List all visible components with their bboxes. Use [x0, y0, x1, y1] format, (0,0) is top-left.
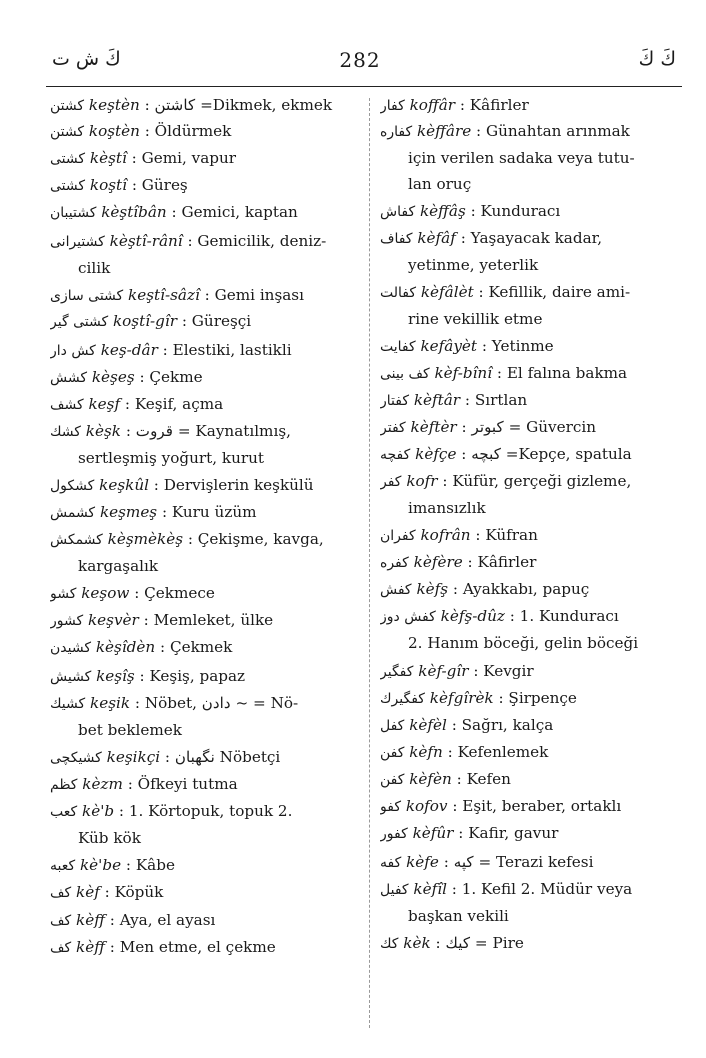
dictionary-entry — [380, 603, 686, 656]
entry-headword: kèşîdèn — [95, 638, 156, 656]
entry-meaning: : Gemici, kaptan — [171, 203, 298, 221]
entry-meaning: : Memleket, ülke — [143, 611, 274, 629]
entry-headword: kèşk — [85, 422, 121, 440]
dictionary-entry — [50, 391, 360, 418]
entry-arabic: كفاره — [380, 124, 413, 140]
entry-headword: kèfçe — [415, 445, 457, 463]
entry-arabic: كشتن — [50, 124, 85, 140]
dictionary-entry — [50, 879, 360, 906]
entry-arabic: كفه — [380, 855, 402, 871]
entry-arabic: كفران — [380, 528, 416, 544]
entry-meaning: : Kunduracı — [470, 202, 561, 220]
entry-arabic: كشتيبان — [50, 205, 97, 221]
entry-arabic: كشك — [50, 424, 81, 440]
dictionary-entry — [380, 766, 686, 793]
entry-meaning: : Kefen — [456, 770, 511, 788]
entry-arabic: كفر — [380, 474, 402, 490]
entry-meaning: : Kevgir — [473, 662, 534, 680]
entry-meaning: : Kefillik, daire ami- — [478, 283, 631, 301]
entry-meaning: : كپه = Terazi kefesi — [443, 853, 594, 871]
entry-meaning-continued: lan oruç — [408, 175, 472, 193]
entry-headword: kè'be — [79, 856, 122, 874]
entry-headword: kèştî-rânî — [109, 232, 183, 250]
dictionary-entry — [50, 337, 360, 364]
entry-arabic: كشتى — [50, 178, 86, 194]
dictionary-entry — [50, 526, 360, 579]
entry-headword: keşkûl — [99, 476, 149, 494]
dictionary-entry — [50, 580, 360, 607]
dictionary-entry — [50, 172, 360, 199]
entry-meaning: : Eşit, beraber, ortaklı — [452, 797, 622, 815]
entry-headword: kèfâlèt — [420, 283, 474, 301]
entry-headword: kefâyèt — [420, 337, 478, 355]
entry-arabic: كفش — [380, 582, 412, 598]
dictionary-entry — [380, 92, 686, 119]
page-header — [40, 48, 680, 78]
entry-arabic: كفاف — [380, 231, 413, 247]
entry-arabic: كفتر — [380, 420, 406, 436]
dictionary-entry — [50, 934, 360, 961]
dictionary-entry — [50, 663, 360, 690]
entry-headword: keşmeş — [99, 503, 158, 521]
entry-headword: kèzm — [82, 775, 123, 793]
entry-arabic: كشتى گير — [50, 314, 109, 330]
entry-meaning: : Ayakkabı, papuç — [452, 580, 590, 598]
entry-headword: kèff — [76, 911, 105, 929]
entry-meaning-continued: başkan vekili — [408, 907, 509, 925]
entry-meaning-continued: sertleşmiş yoğurt, kurut — [78, 449, 265, 467]
entry-meaning: : 1. Körtopuk, topuk 2. — [118, 802, 293, 820]
entry-meaning: : Yetinme — [481, 337, 554, 355]
entry-arabic: كفتار — [380, 393, 409, 409]
dictionary-entry — [50, 118, 360, 145]
entry-headword: keşik — [90, 694, 131, 712]
entry-headword: kèfâf — [417, 229, 456, 247]
dictionary-entry — [380, 876, 686, 929]
entry-arabic: كش دار — [50, 343, 96, 359]
entry-meaning: : Gemi, vapur — [131, 149, 237, 167]
entry-arabic: كفن — [380, 745, 405, 761]
dictionary-entry — [380, 685, 686, 712]
entry-arabic: كفايت — [380, 339, 416, 355]
entry-arabic: كفو — [380, 799, 401, 815]
dictionary-entry — [50, 418, 360, 471]
entry-headword: kèfş — [416, 580, 449, 598]
entry-headword: keşikçi — [106, 748, 161, 766]
entry-meaning: : Güreşçi — [181, 312, 252, 330]
entry-arabic: كفن — [380, 772, 405, 788]
entry-headword: kèff — [76, 938, 105, 956]
entry-headword: koştî — [89, 176, 127, 194]
page-number: 282 — [339, 48, 381, 72]
entry-headword: kèfîl — [413, 880, 447, 898]
entry-meaning: : Güreş — [131, 176, 188, 194]
entry-arabic: كشيك — [50, 696, 86, 712]
entry-arabic: كشكول — [50, 478, 95, 494]
entry-headword: kèf — [76, 883, 100, 901]
dictionary-entry — [380, 522, 686, 549]
entry-meaning: : Şirpençe — [498, 689, 577, 707]
entry-headword: kèffâre — [416, 122, 472, 140]
dictionary-entry — [380, 360, 686, 387]
entry-meaning: : كيك = Pire — [435, 934, 524, 952]
entry-headword: keşîş — [96, 667, 135, 685]
dictionary-entry — [50, 199, 360, 226]
entry-meaning: : Keşif, açma — [124, 395, 224, 413]
entry-arabic: كفش دوز — [380, 609, 436, 625]
entry-meaning: : Dervişlerin keşkülü — [153, 476, 314, 494]
entry-meaning: : Nöbet, دادن ~ = Nö- — [134, 694, 299, 712]
entry-arabic: كشتى سازى — [50, 288, 124, 304]
entry-meaning: : Men etme, el çekme — [109, 938, 276, 956]
entry-meaning: : Çekmece — [134, 584, 215, 602]
entry-headword: koştèn — [88, 122, 140, 140]
entry-arabic: كعب — [50, 804, 78, 820]
dictionary-entry — [380, 739, 686, 766]
entry-meaning-continued: imansızlık — [408, 499, 486, 517]
dictionary-entry — [50, 634, 360, 661]
entry-meaning: : Küfran — [475, 526, 538, 544]
entry-arabic: كفگير — [380, 664, 414, 680]
dictionary-entry — [380, 820, 686, 847]
entry-headword: kèfûr — [412, 824, 454, 842]
entry-headword: kèfe — [406, 853, 439, 871]
dictionary-entry — [380, 333, 686, 360]
entry-arabic: كشتى — [50, 151, 86, 167]
entry-meaning-continued: için verilen sadaka veya tutu- — [408, 149, 635, 167]
header-rule — [46, 86, 682, 87]
entry-meaning: : Öfkeyi tutma — [127, 775, 238, 793]
entry-headword: kèfère — [413, 553, 463, 571]
entry-arabic: كشف — [50, 397, 84, 413]
entry-arabic: كشمش — [50, 505, 96, 521]
dictionary-entry — [380, 549, 686, 576]
dictionary-entry — [50, 364, 360, 391]
entry-meaning: : Gemi inşası — [204, 286, 304, 304]
entry-meaning: : قروت = Kaynatılmış, — [125, 422, 291, 440]
entry-headword: kèşmèkèş — [107, 530, 184, 548]
entry-meaning: : Elestiki, lastikli — [162, 341, 292, 359]
dictionary-entry — [50, 145, 360, 172]
entry-meaning: : El falına bakma — [496, 364, 628, 382]
dictionary-entry — [50, 472, 360, 499]
dictionary-entry — [50, 228, 360, 281]
entry-headword: kofrân — [420, 526, 471, 544]
entry-headword: keşvèr — [87, 611, 139, 629]
entry-headword: kè'b — [82, 802, 115, 820]
entry-meaning: : كبوتر = Güvercin — [461, 418, 597, 436]
entry-headword: kèftèr — [410, 418, 457, 436]
dictionary-entry — [50, 308, 360, 335]
dictionary-entry — [50, 744, 360, 771]
entry-meaning: : كبچه =Kepçe, spatula — [461, 445, 632, 463]
entry-meaning: : Kâfirler — [467, 553, 537, 571]
entry-meaning-continued: rine vekillik etme — [408, 310, 543, 328]
entry-arabic: كفور — [380, 826, 408, 842]
entry-meaning-continued: 2. Hanım böceği, gelin böceği — [408, 634, 639, 652]
entry-arabic: كشو — [50, 586, 77, 602]
entry-headword: kofov — [405, 797, 448, 815]
entry-arabic: كشش — [50, 370, 88, 386]
entry-headword: koştî-gîr — [112, 312, 178, 330]
entry-arabic: كف — [50, 940, 72, 956]
dictionary-entry — [50, 499, 360, 526]
entry-meaning: : Kâbe — [125, 856, 175, 874]
entry-arabic: كفار — [380, 98, 405, 114]
entry-meaning: : Kâfirler — [459, 96, 529, 114]
dictionary-entry — [380, 225, 686, 278]
entry-arabic: كفيل — [380, 882, 409, 898]
entry-headword: kèştîbân — [101, 203, 167, 221]
column-divider — [369, 98, 370, 1028]
entry-arabic: كشيدن — [50, 640, 92, 656]
entry-meaning: : Sırtlan — [464, 391, 528, 409]
entry-headword: keştî-sâzî — [128, 286, 200, 304]
entry-meaning-continued: kargaşalık — [78, 557, 159, 575]
entry-meaning: : Sağrı, kalça — [451, 716, 554, 734]
dictionary-entry — [380, 387, 686, 414]
entry-headword: kèftâr — [413, 391, 461, 409]
entry-meaning: : Çekmek — [160, 638, 233, 656]
entry-meaning: : Günahtan arınmak — [476, 122, 630, 140]
dictionary-entry — [380, 118, 686, 197]
dictionary-entry — [380, 930, 686, 957]
dictionary-entry — [50, 907, 360, 934]
entry-headword: kèşeş — [91, 368, 135, 386]
entry-headword: kèştî — [89, 149, 127, 167]
entry-headword: kèfn — [409, 743, 443, 761]
entry-headword: keşf — [88, 395, 121, 413]
dictionary-entry — [380, 198, 686, 225]
entry-headword: kèffâş — [419, 202, 466, 220]
entry-arabic: كك — [380, 936, 399, 952]
entry-meaning: : Yaşayacak kadar, — [460, 229, 603, 247]
entry-arabic: كشتن — [50, 98, 85, 114]
entry-arabic: كفچه — [380, 447, 411, 463]
dictionary-entry — [380, 658, 686, 685]
entry-arabic: كف بينى — [380, 366, 430, 382]
entry-arabic: كفل — [380, 718, 405, 734]
entry-meaning: : Kuru üzüm — [161, 503, 257, 521]
entry-meaning: : Öldürmek — [144, 122, 232, 140]
entry-headword: kèfèl — [409, 716, 447, 734]
entry-headword: kèfş-dûz — [440, 607, 505, 625]
entry-meaning-continued: yetinme, yeterlik — [408, 256, 539, 274]
entry-arabic: كفره — [380, 555, 409, 571]
entry-meaning: : Çekme — [139, 368, 203, 386]
entry-meaning: : Gemicilik, deniz- — [187, 232, 327, 250]
dictionary-entry — [380, 576, 686, 603]
entry-meaning: : Aya, el ayası — [109, 911, 216, 929]
header-right-guide: كَ كَ — [638, 48, 676, 70]
entry-arabic: كظم — [50, 777, 78, 793]
entry-headword: keştèn — [88, 96, 140, 114]
dictionary-entry — [50, 282, 360, 309]
entry-arabic: كفالت — [380, 285, 417, 301]
entry-meaning-continued: bet beklemek — [78, 721, 182, 739]
entry-meaning: : 1. Kefil 2. Müdür veya — [451, 880, 633, 898]
entry-headword: kèk — [403, 934, 431, 952]
entry-arabic: كشيكچى — [50, 750, 102, 766]
entry-arabic: كشيش — [50, 669, 92, 685]
entry-meaning: : Kefenlemek — [447, 743, 549, 761]
dictionary-entry — [380, 468, 686, 521]
entry-headword: kèf-bînî — [434, 364, 493, 382]
entry-meaning: : Çekişme, kavga, — [187, 530, 324, 548]
entry-meaning-continued: Küb kök — [78, 829, 141, 847]
dictionary-entry — [50, 852, 360, 879]
entry-meaning: : كاشتن =Dikmek, ekmek — [144, 96, 333, 114]
dictionary-entry — [50, 607, 360, 634]
entry-headword: kèfèn — [409, 770, 452, 788]
entry-headword: koffâr — [409, 96, 456, 114]
entry-meaning-continued: cilik — [78, 259, 111, 277]
dictionary-entry — [380, 414, 686, 441]
entry-headword: kofr — [406, 472, 438, 490]
entry-arabic: كفگيرك — [380, 691, 425, 707]
entry-arabic: كشور — [50, 613, 84, 629]
entry-arabic: كشمكش — [50, 532, 103, 548]
entry-meaning: : Köpük — [104, 883, 164, 901]
dictionary-entry — [380, 712, 686, 739]
entry-meaning: : Küfür, gerçeği gizleme, — [442, 472, 632, 490]
entry-headword: kèfgîrèk — [429, 689, 494, 707]
dictionary-entry — [380, 849, 686, 876]
entry-meaning: : 1. Kunduracı — [509, 607, 619, 625]
entry-arabic: كعبه — [50, 858, 76, 874]
entry-headword: keş-dâr — [100, 341, 158, 359]
dictionary-entry — [50, 690, 360, 743]
entry-arabic: كف — [50, 885, 72, 901]
entry-meaning: : Keşiş, papaz — [139, 667, 246, 685]
dictionary-entry — [50, 771, 360, 798]
entry-arabic: كفاش — [380, 204, 416, 220]
entry-headword: kèf-gîr — [418, 662, 469, 680]
dictionary-entry — [380, 793, 686, 820]
entry-meaning: : Kafir, gavur — [458, 824, 559, 842]
dictionary-entry — [50, 92, 360, 119]
dictionary-entry — [380, 279, 686, 332]
dictionary-entry — [380, 441, 686, 468]
dictionary-entry — [50, 798, 360, 851]
entry-meaning: : نگهبان Nöbetçi — [164, 748, 281, 766]
header-left-guide: كَ ش ت — [52, 48, 121, 70]
entry-arabic: كف — [50, 913, 72, 929]
entry-arabic: كشتيرانى — [50, 234, 105, 250]
entry-headword: keşow — [81, 584, 130, 602]
